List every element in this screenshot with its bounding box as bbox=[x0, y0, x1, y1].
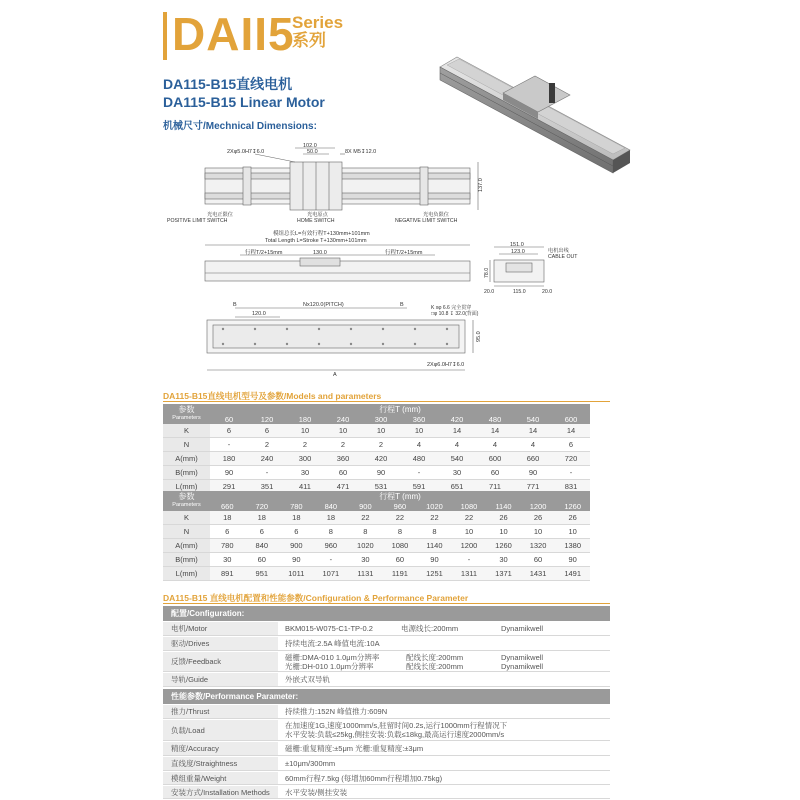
table-cell: 771 bbox=[514, 480, 552, 494]
dim-115: 115.0 bbox=[513, 289, 526, 295]
models-table-2 bbox=[163, 491, 590, 581]
weight-label: 模组重量/Weight bbox=[171, 774, 227, 783]
config-row-drives bbox=[163, 637, 610, 651]
stroke-value: 60 bbox=[210, 415, 248, 424]
table-cell: 1311 bbox=[452, 567, 487, 581]
table-cell: 90 bbox=[555, 553, 590, 567]
feedback-cable-2: 配线长度:200mm bbox=[406, 662, 464, 671]
table-cell: 18 bbox=[314, 511, 349, 525]
models-divider bbox=[163, 401, 610, 402]
table-cell: 1080 bbox=[383, 539, 418, 553]
table-cell: 8 bbox=[417, 525, 452, 539]
feedback-cable-1: 配线长度:200mm bbox=[406, 653, 464, 662]
load-value-2: 水平安装:负载≤25kg,侧挂安装:负载≤18kg,最高运行速度2000mm/s bbox=[285, 730, 505, 739]
row-label: B(mm) bbox=[163, 553, 210, 567]
table-header-row bbox=[163, 491, 590, 502]
table-row bbox=[163, 511, 590, 525]
perf-row-weight bbox=[163, 772, 610, 785]
dim-123: 123.0 bbox=[511, 249, 525, 255]
table-cell: 60 bbox=[476, 466, 514, 480]
table-cell: 1371 bbox=[486, 567, 521, 581]
models-table-1 bbox=[163, 404, 590, 494]
configuration-subheader: 配置/Configuration: bbox=[163, 606, 610, 621]
table-cell: 1140 bbox=[417, 539, 452, 553]
guide-value: 外嵌式双导轨 bbox=[285, 675, 330, 684]
table-cell: 90 bbox=[514, 466, 552, 480]
table-cell: 4 bbox=[514, 438, 552, 452]
accuracy-label: 精度/Accuracy bbox=[171, 744, 219, 753]
table-cell: 840 bbox=[245, 539, 280, 553]
models-heading: DA115-B15直线电机型号及参数/Models and parameters bbox=[163, 391, 382, 401]
table-cell: 180 bbox=[210, 452, 248, 466]
stroke-half-left: 行程T/2+15mm bbox=[245, 250, 283, 256]
config-row-feedback bbox=[163, 652, 610, 672]
table-cell: 90 bbox=[279, 553, 314, 567]
table-cell: - bbox=[452, 553, 487, 567]
table-cell: 411 bbox=[286, 480, 324, 494]
table-cell: 600 bbox=[476, 452, 514, 466]
table-header-row bbox=[163, 404, 590, 415]
table-cell: 1011 bbox=[279, 567, 314, 581]
table-cell: 90 bbox=[210, 466, 248, 480]
table-cell: 6 bbox=[210, 424, 248, 438]
table-cell: 60 bbox=[245, 553, 280, 567]
param-header: 参数 Parameters bbox=[163, 404, 210, 424]
table-row bbox=[163, 424, 590, 438]
table-cell: 780 bbox=[210, 539, 245, 553]
stroke-value: 1260 bbox=[555, 502, 590, 511]
stroke-header: 行程T (mm) bbox=[210, 491, 590, 502]
table-cell: 660 bbox=[514, 452, 552, 466]
product-title-en: DA115-B15 Linear Motor bbox=[163, 94, 325, 110]
table-cell: - bbox=[314, 553, 349, 567]
side-view-drawing bbox=[195, 228, 485, 293]
table-cell: 60 bbox=[383, 553, 418, 567]
straightness-label: 直线度/Straightness bbox=[171, 759, 238, 768]
stroke-values-row bbox=[163, 415, 590, 424]
motor-label: 电机/Motor bbox=[171, 624, 208, 633]
config-heading: DA115-B15 直线电机配置和性能参数/Configuration & Performance Parameter bbox=[163, 593, 469, 603]
config-row-motor bbox=[163, 622, 610, 636]
stroke-value: 300 bbox=[362, 415, 400, 424]
b-left-label: B bbox=[233, 302, 237, 308]
weight-value: 60mm行程7.5kg (每增加60mm行程增加0.75kg) bbox=[285, 774, 443, 783]
performance-subheader: 性能参数/Performance Parameter: bbox=[163, 689, 610, 704]
a-label: A bbox=[333, 372, 337, 378]
dimensions-heading: 机械尺寸/Mechnical Dimensions: bbox=[163, 121, 317, 132]
stroke-value: 1200 bbox=[521, 502, 556, 511]
table-cell: 960 bbox=[314, 539, 349, 553]
stroke-value: 600 bbox=[552, 415, 590, 424]
table-cell: 900 bbox=[279, 539, 314, 553]
table-cell: 6 bbox=[245, 525, 280, 539]
dim-78: 78.0 bbox=[484, 267, 490, 278]
table-cell: 14 bbox=[438, 424, 476, 438]
drives-value: 持续电流:2.5A 峰值电流:10A bbox=[285, 639, 380, 648]
table-cell: 240 bbox=[248, 452, 286, 466]
table-cell: 14 bbox=[552, 424, 590, 438]
table-cell: 720 bbox=[552, 452, 590, 466]
home-cn: 光电原点 bbox=[307, 212, 328, 218]
config-row-guide bbox=[163, 673, 610, 687]
table-cell: 10 bbox=[452, 525, 487, 539]
table-cell: 22 bbox=[348, 511, 383, 525]
thrust-value: 持续推力:152N 峰值推力:609N bbox=[285, 707, 388, 716]
row-label: L(mm) bbox=[163, 567, 210, 581]
table-cell: 60 bbox=[521, 553, 556, 567]
dim-137: 137.0 bbox=[478, 178, 484, 192]
dim-102: 102.0 bbox=[303, 143, 317, 149]
table-cell: 18 bbox=[210, 511, 245, 525]
drives-label: 驱动/Drives bbox=[171, 639, 210, 648]
k-holes-label-2: □φ 10.8 ↧ 32.0(背面) bbox=[431, 311, 479, 317]
row-label: B(mm) bbox=[163, 466, 210, 480]
feedback-value-1: 磁栅:DMA-010 1.0μm分辨率 bbox=[285, 653, 380, 662]
table-cell: 2 bbox=[286, 438, 324, 452]
dim-151: 151.0 bbox=[510, 242, 524, 248]
stroke-header: 行程T (mm) bbox=[210, 404, 590, 415]
motor-brand: Dynamikwell bbox=[501, 624, 544, 633]
home-en: HOME SWITCH bbox=[297, 218, 335, 224]
cable-out-cn: 电机出线 bbox=[548, 248, 569, 254]
dim-20-right: 20.0 bbox=[542, 289, 553, 295]
table-cell: 90 bbox=[362, 466, 400, 480]
table-row bbox=[163, 466, 590, 480]
series-cn: 系列 bbox=[292, 31, 326, 50]
perf-row-installation bbox=[163, 786, 610, 799]
k-holes-label: K xφ 6.6 完全贯穿 bbox=[431, 305, 472, 311]
logo-accent-bar bbox=[163, 12, 167, 60]
table-cell: 1251 bbox=[417, 567, 452, 581]
stroke-value: 1020 bbox=[417, 502, 452, 511]
stroke-half-right: 行程T/2+15mm bbox=[385, 250, 423, 256]
stroke-value: 120 bbox=[248, 415, 286, 424]
table-cell: 22 bbox=[452, 511, 487, 525]
straightness-value: ±10μm/300mm bbox=[285, 759, 336, 768]
motor-cable: 电源线长:200mm bbox=[401, 624, 459, 633]
table-cell: 10 bbox=[362, 424, 400, 438]
pitch-label: Nx120.0(PITCH) bbox=[303, 302, 344, 308]
table-cell: 10 bbox=[521, 525, 556, 539]
cable-out-en: CABLE OUT bbox=[548, 254, 578, 260]
table-cell: 10 bbox=[555, 525, 590, 539]
stroke-value: 180 bbox=[286, 415, 324, 424]
series-logo: DAII5 bbox=[172, 8, 295, 60]
stroke-value: 1140 bbox=[486, 502, 521, 511]
table-cell: 6 bbox=[248, 424, 286, 438]
table-cell: 1191 bbox=[383, 567, 418, 581]
table-cell: - bbox=[400, 466, 438, 480]
perf-row-accuracy bbox=[163, 742, 610, 756]
feedback-label: 反馈/Feedback bbox=[171, 657, 222, 666]
table-cell: 6 bbox=[279, 525, 314, 539]
table-cell: - bbox=[552, 466, 590, 480]
table-cell: 90 bbox=[417, 553, 452, 567]
product-title-cn: DA115-B15直线电机 bbox=[163, 76, 293, 92]
stroke-values-row bbox=[163, 502, 590, 511]
table-cell: 30 bbox=[348, 553, 383, 567]
thrust-label: 推力/Thrust bbox=[171, 707, 210, 716]
stroke-value: 540 bbox=[514, 415, 552, 424]
dim-20-left: 20.0 bbox=[484, 289, 495, 295]
table-cell: 891 bbox=[210, 567, 245, 581]
table-cell: 14 bbox=[476, 424, 514, 438]
total-length-en: Total Length L=Stroke T+130mm+101mm bbox=[265, 238, 367, 244]
b-right-label: B bbox=[400, 302, 404, 308]
table-cell: 471 bbox=[324, 480, 362, 494]
feedback-value-2: 光栅:DH-010 1.0μm分辨率 bbox=[285, 662, 374, 671]
table-cell: 420 bbox=[362, 452, 400, 466]
stroke-value: 900 bbox=[348, 502, 383, 511]
table-cell: 22 bbox=[383, 511, 418, 525]
stroke-value: 720 bbox=[245, 502, 280, 511]
table-cell: 22 bbox=[417, 511, 452, 525]
perf-row-straightness bbox=[163, 757, 610, 771]
stroke-value: 780 bbox=[279, 502, 314, 511]
table-cell: 531 bbox=[362, 480, 400, 494]
table-cell: 831 bbox=[552, 480, 590, 494]
table-cell: 2 bbox=[324, 438, 362, 452]
row-label: K bbox=[163, 511, 210, 525]
dim-130: 130.0 bbox=[313, 250, 327, 256]
table-cell: 30 bbox=[438, 466, 476, 480]
neg-switch-en: NEGATIVE LIMIT SWITCH bbox=[395, 218, 458, 224]
table-cell: 1320 bbox=[521, 539, 556, 553]
table-row bbox=[163, 438, 590, 452]
total-length-cn: 模组总长L=有效行程T+130mm+101mm bbox=[273, 231, 370, 237]
table-cell: 10 bbox=[286, 424, 324, 438]
screw-label: 8X M5↧12.0 bbox=[345, 149, 377, 155]
table-cell: 351 bbox=[248, 480, 286, 494]
installation-label: 安装方式/Installation Methods bbox=[171, 788, 270, 797]
stroke-value: 240 bbox=[324, 415, 362, 424]
row-label: N bbox=[163, 525, 210, 539]
row-label: A(mm) bbox=[163, 539, 210, 553]
table-cell: 1071 bbox=[314, 567, 349, 581]
load-label: 负载/Load bbox=[171, 726, 205, 735]
table-cell: 651 bbox=[438, 480, 476, 494]
perf-row-thrust bbox=[163, 705, 610, 719]
table-cell: 10 bbox=[486, 525, 521, 539]
installation-value: 水平安装/侧挂安装 bbox=[285, 788, 348, 797]
motor-value: BKM015-W075-C1-TP-0.2 bbox=[285, 624, 373, 633]
config-divider bbox=[163, 603, 610, 604]
table-cell: 1491 bbox=[555, 567, 590, 581]
stroke-value: 1080 bbox=[452, 502, 487, 511]
table-cell: 26 bbox=[486, 511, 521, 525]
table-cell: - bbox=[210, 438, 248, 452]
table-cell: 8 bbox=[383, 525, 418, 539]
param-header: 参数 Parameters bbox=[163, 491, 210, 511]
stroke-value: 420 bbox=[438, 415, 476, 424]
table-cell: 1020 bbox=[348, 539, 383, 553]
table-cell: 6 bbox=[552, 438, 590, 452]
accuracy-value: 磁栅:重复精度:±5μm 光栅:重复精度:±3μm bbox=[285, 744, 424, 753]
feedback-brand-2: Dynamikwell bbox=[501, 662, 544, 671]
pos-switch-en: POSITIVE LIMIT SWITCH bbox=[167, 218, 228, 224]
table-cell: 480 bbox=[400, 452, 438, 466]
stroke-value: 480 bbox=[476, 415, 514, 424]
table-cell: 30 bbox=[286, 466, 324, 480]
load-value-1: 在加速度1G,速度1000mm/s,驻留时间0.2s,运行1000mm行程情况下 bbox=[285, 721, 508, 730]
row-label: A(mm) bbox=[163, 452, 210, 466]
table-cell: 26 bbox=[521, 511, 556, 525]
table-row bbox=[163, 539, 590, 553]
table-cell: 591 bbox=[400, 480, 438, 494]
table-row bbox=[163, 553, 590, 567]
table-cell: 18 bbox=[245, 511, 280, 525]
table-cell: 10 bbox=[324, 424, 362, 438]
table-row bbox=[163, 452, 590, 466]
table-cell: 60 bbox=[324, 466, 362, 480]
series-label bbox=[292, 14, 343, 50]
bottom-hole-label: 2Xφ6.0H7↧6.0 bbox=[427, 362, 465, 368]
stroke-value: 360 bbox=[400, 415, 438, 424]
table-cell: - bbox=[248, 466, 286, 480]
table-cell: 4 bbox=[400, 438, 438, 452]
table-cell: 8 bbox=[314, 525, 349, 539]
table-cell: 2 bbox=[248, 438, 286, 452]
table-cell: 711 bbox=[476, 480, 514, 494]
row-label: N bbox=[163, 438, 210, 452]
row-label: K bbox=[163, 424, 210, 438]
table-cell: 300 bbox=[286, 452, 324, 466]
table-cell: 291 bbox=[210, 480, 248, 494]
table-cell: 4 bbox=[476, 438, 514, 452]
table-cell: 4 bbox=[438, 438, 476, 452]
row-label: L(mm) bbox=[163, 480, 210, 494]
table-cell: 1431 bbox=[521, 567, 556, 581]
pos-switch-cn: 光电正限位 bbox=[207, 212, 233, 218]
table-cell: 30 bbox=[210, 553, 245, 567]
table-cell: 10 bbox=[400, 424, 438, 438]
table-cell: 6 bbox=[210, 525, 245, 539]
table-cell: 30 bbox=[486, 553, 521, 567]
table-cell: 2 bbox=[362, 438, 400, 452]
table-cell: 360 bbox=[324, 452, 362, 466]
table-row bbox=[163, 567, 590, 581]
table-cell: 8 bbox=[348, 525, 383, 539]
top-view-drawing bbox=[167, 140, 485, 235]
hole-label: 2Xφ5.0H7↧6.0 bbox=[227, 149, 265, 155]
series-en: Series bbox=[292, 13, 344, 32]
table-cell: 18 bbox=[279, 511, 314, 525]
stroke-value: 840 bbox=[314, 502, 349, 511]
guide-label: 导轨/Guide bbox=[171, 675, 209, 684]
table-cell: 1260 bbox=[486, 539, 521, 553]
end-view-drawing bbox=[480, 238, 595, 298]
dim-50: 50.0 bbox=[307, 149, 318, 155]
table-cell: 951 bbox=[245, 567, 280, 581]
perf-row-load bbox=[163, 720, 610, 741]
table-cell: 1131 bbox=[348, 567, 383, 581]
table-cell: 1200 bbox=[452, 539, 487, 553]
bottom-view-drawing bbox=[195, 298, 485, 378]
table-row bbox=[163, 525, 590, 539]
feedback-brand-1: Dynamikwell bbox=[501, 653, 544, 662]
table-cell: 540 bbox=[438, 452, 476, 466]
dim-120: 120.0 bbox=[252, 311, 266, 317]
stroke-value: 660 bbox=[210, 502, 245, 511]
stroke-value: 960 bbox=[383, 502, 418, 511]
table-cell: 14 bbox=[514, 424, 552, 438]
table-cell: 1380 bbox=[555, 539, 590, 553]
neg-switch-cn: 光电负限位 bbox=[423, 212, 449, 218]
dim-95: 95.0 bbox=[476, 331, 482, 342]
table-cell: 26 bbox=[555, 511, 590, 525]
